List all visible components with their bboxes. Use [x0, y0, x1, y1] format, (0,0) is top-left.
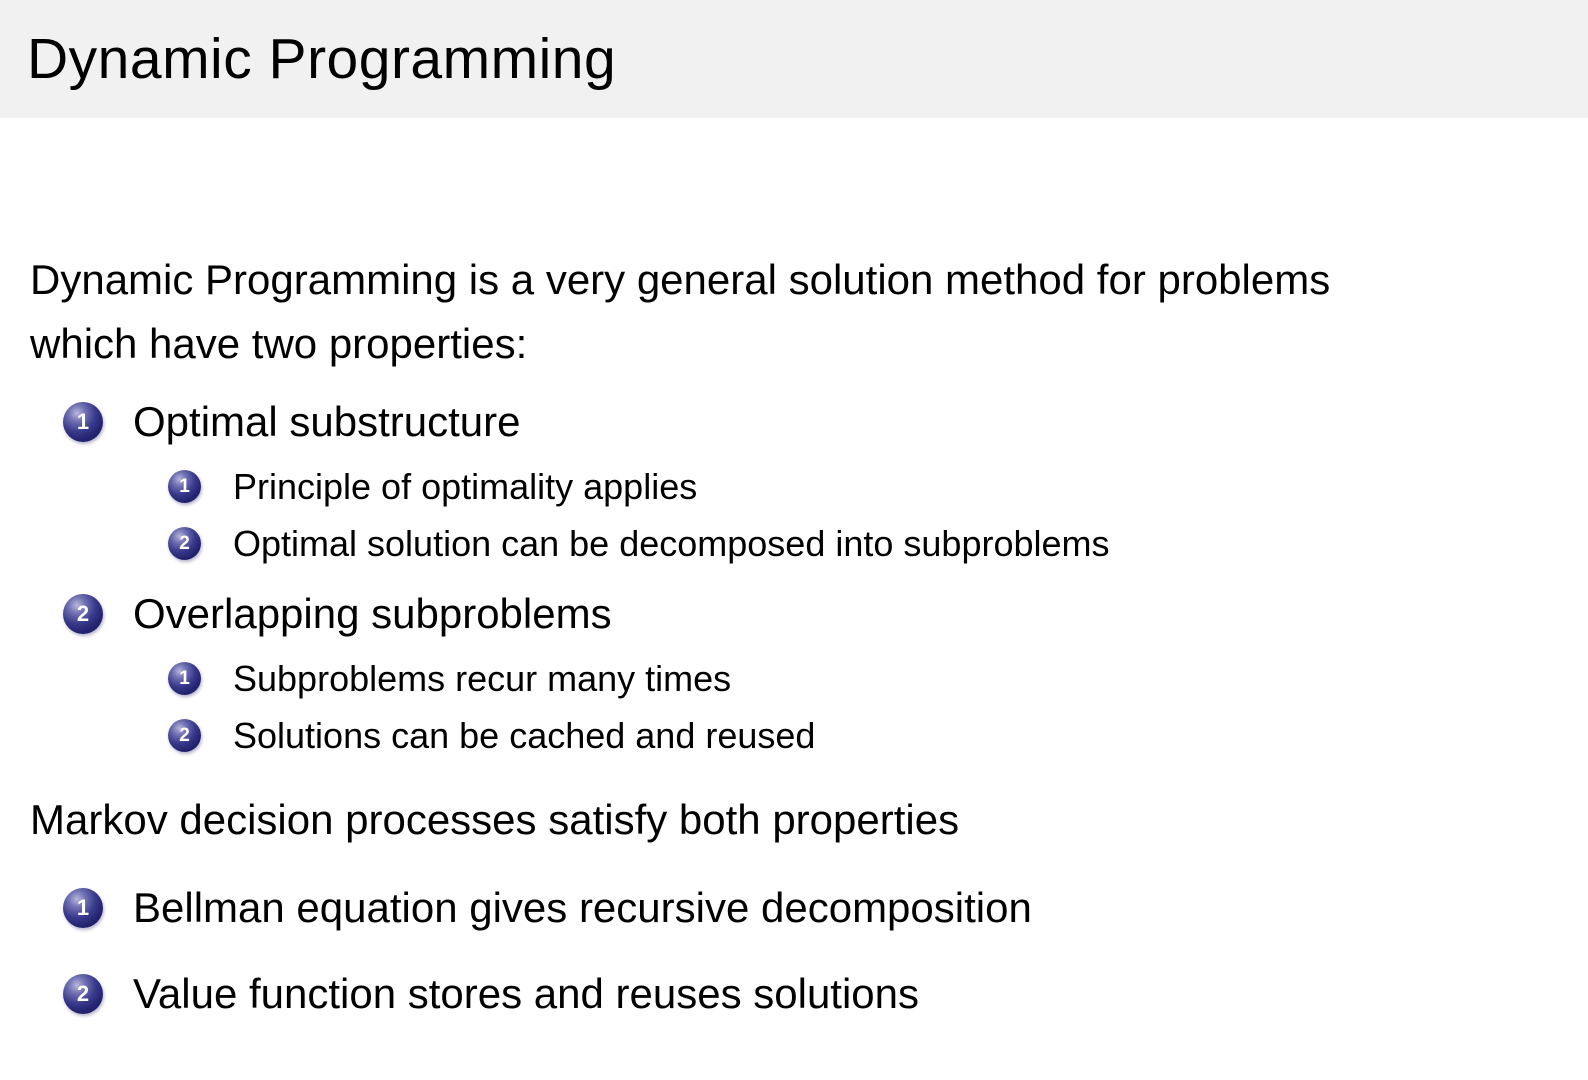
bullet-number: 2 — [76, 981, 90, 1006]
ball-bullet-icon — [63, 974, 103, 1014]
intro-line-1: Dynamic Programming is a very general solution method for problems — [30, 256, 1331, 303]
sublist-overlapping-subproblems — [30, 654, 1548, 760]
mdp-points-list — [30, 878, 1548, 1024]
sublist-optimal-substructure — [30, 462, 1548, 568]
subitem — [168, 519, 1548, 568]
bullet-number: 2 — [179, 532, 190, 554]
bullet-number: 1 — [76, 895, 90, 920]
ball-bullet-icon — [63, 888, 103, 928]
intro-paragraph — [30, 248, 1548, 376]
subitem-label: Solutions can be cached and reused — [233, 715, 816, 756]
ball-bullet-icon — [168, 527, 201, 560]
ball-bullet-icon — [168, 662, 201, 695]
property-item-optimal-substructure — [63, 392, 1548, 452]
bullet-number: 2 — [76, 601, 90, 626]
subitem-label: Optimal solution can be decomposed into subproblems — [233, 523, 1110, 564]
page-title: Dynamic Programming — [27, 27, 617, 91]
statement-text: Markov decision processes satisfy both properties — [30, 796, 960, 843]
mdp-item-label: Value function stores and reuses solutions — [133, 970, 920, 1017]
mdp-item-label: Bellman equation gives recursive decomposition — [133, 884, 1032, 931]
subitem — [168, 654, 1548, 703]
subitem-label: Subproblems recur many times — [233, 658, 732, 699]
bullet-number: 1 — [179, 667, 190, 689]
ball-bullet-icon — [168, 470, 201, 503]
mdp-item — [63, 878, 1548, 938]
ball-bullet-icon — [63, 594, 103, 634]
ball-bullet-icon — [63, 402, 103, 442]
property-item-overlapping-subproblems — [63, 584, 1548, 644]
bullet-number: 1 — [76, 409, 90, 434]
slide-header — [0, 0, 1588, 118]
bullet-number: 1 — [179, 475, 190, 497]
bullet-number: 2 — [179, 724, 190, 746]
property-label: Overlapping subproblems — [133, 590, 612, 637]
subitem-label: Principle of optimality applies — [233, 466, 698, 507]
slide-body — [0, 248, 1588, 1024]
property-label: Optimal substructure — [133, 398, 521, 445]
subitem — [168, 711, 1548, 760]
intro-line-2: which have two properties: — [30, 320, 528, 367]
mdp-item — [63, 964, 1548, 1024]
ball-bullet-icon — [168, 719, 201, 752]
subitem — [168, 462, 1548, 511]
